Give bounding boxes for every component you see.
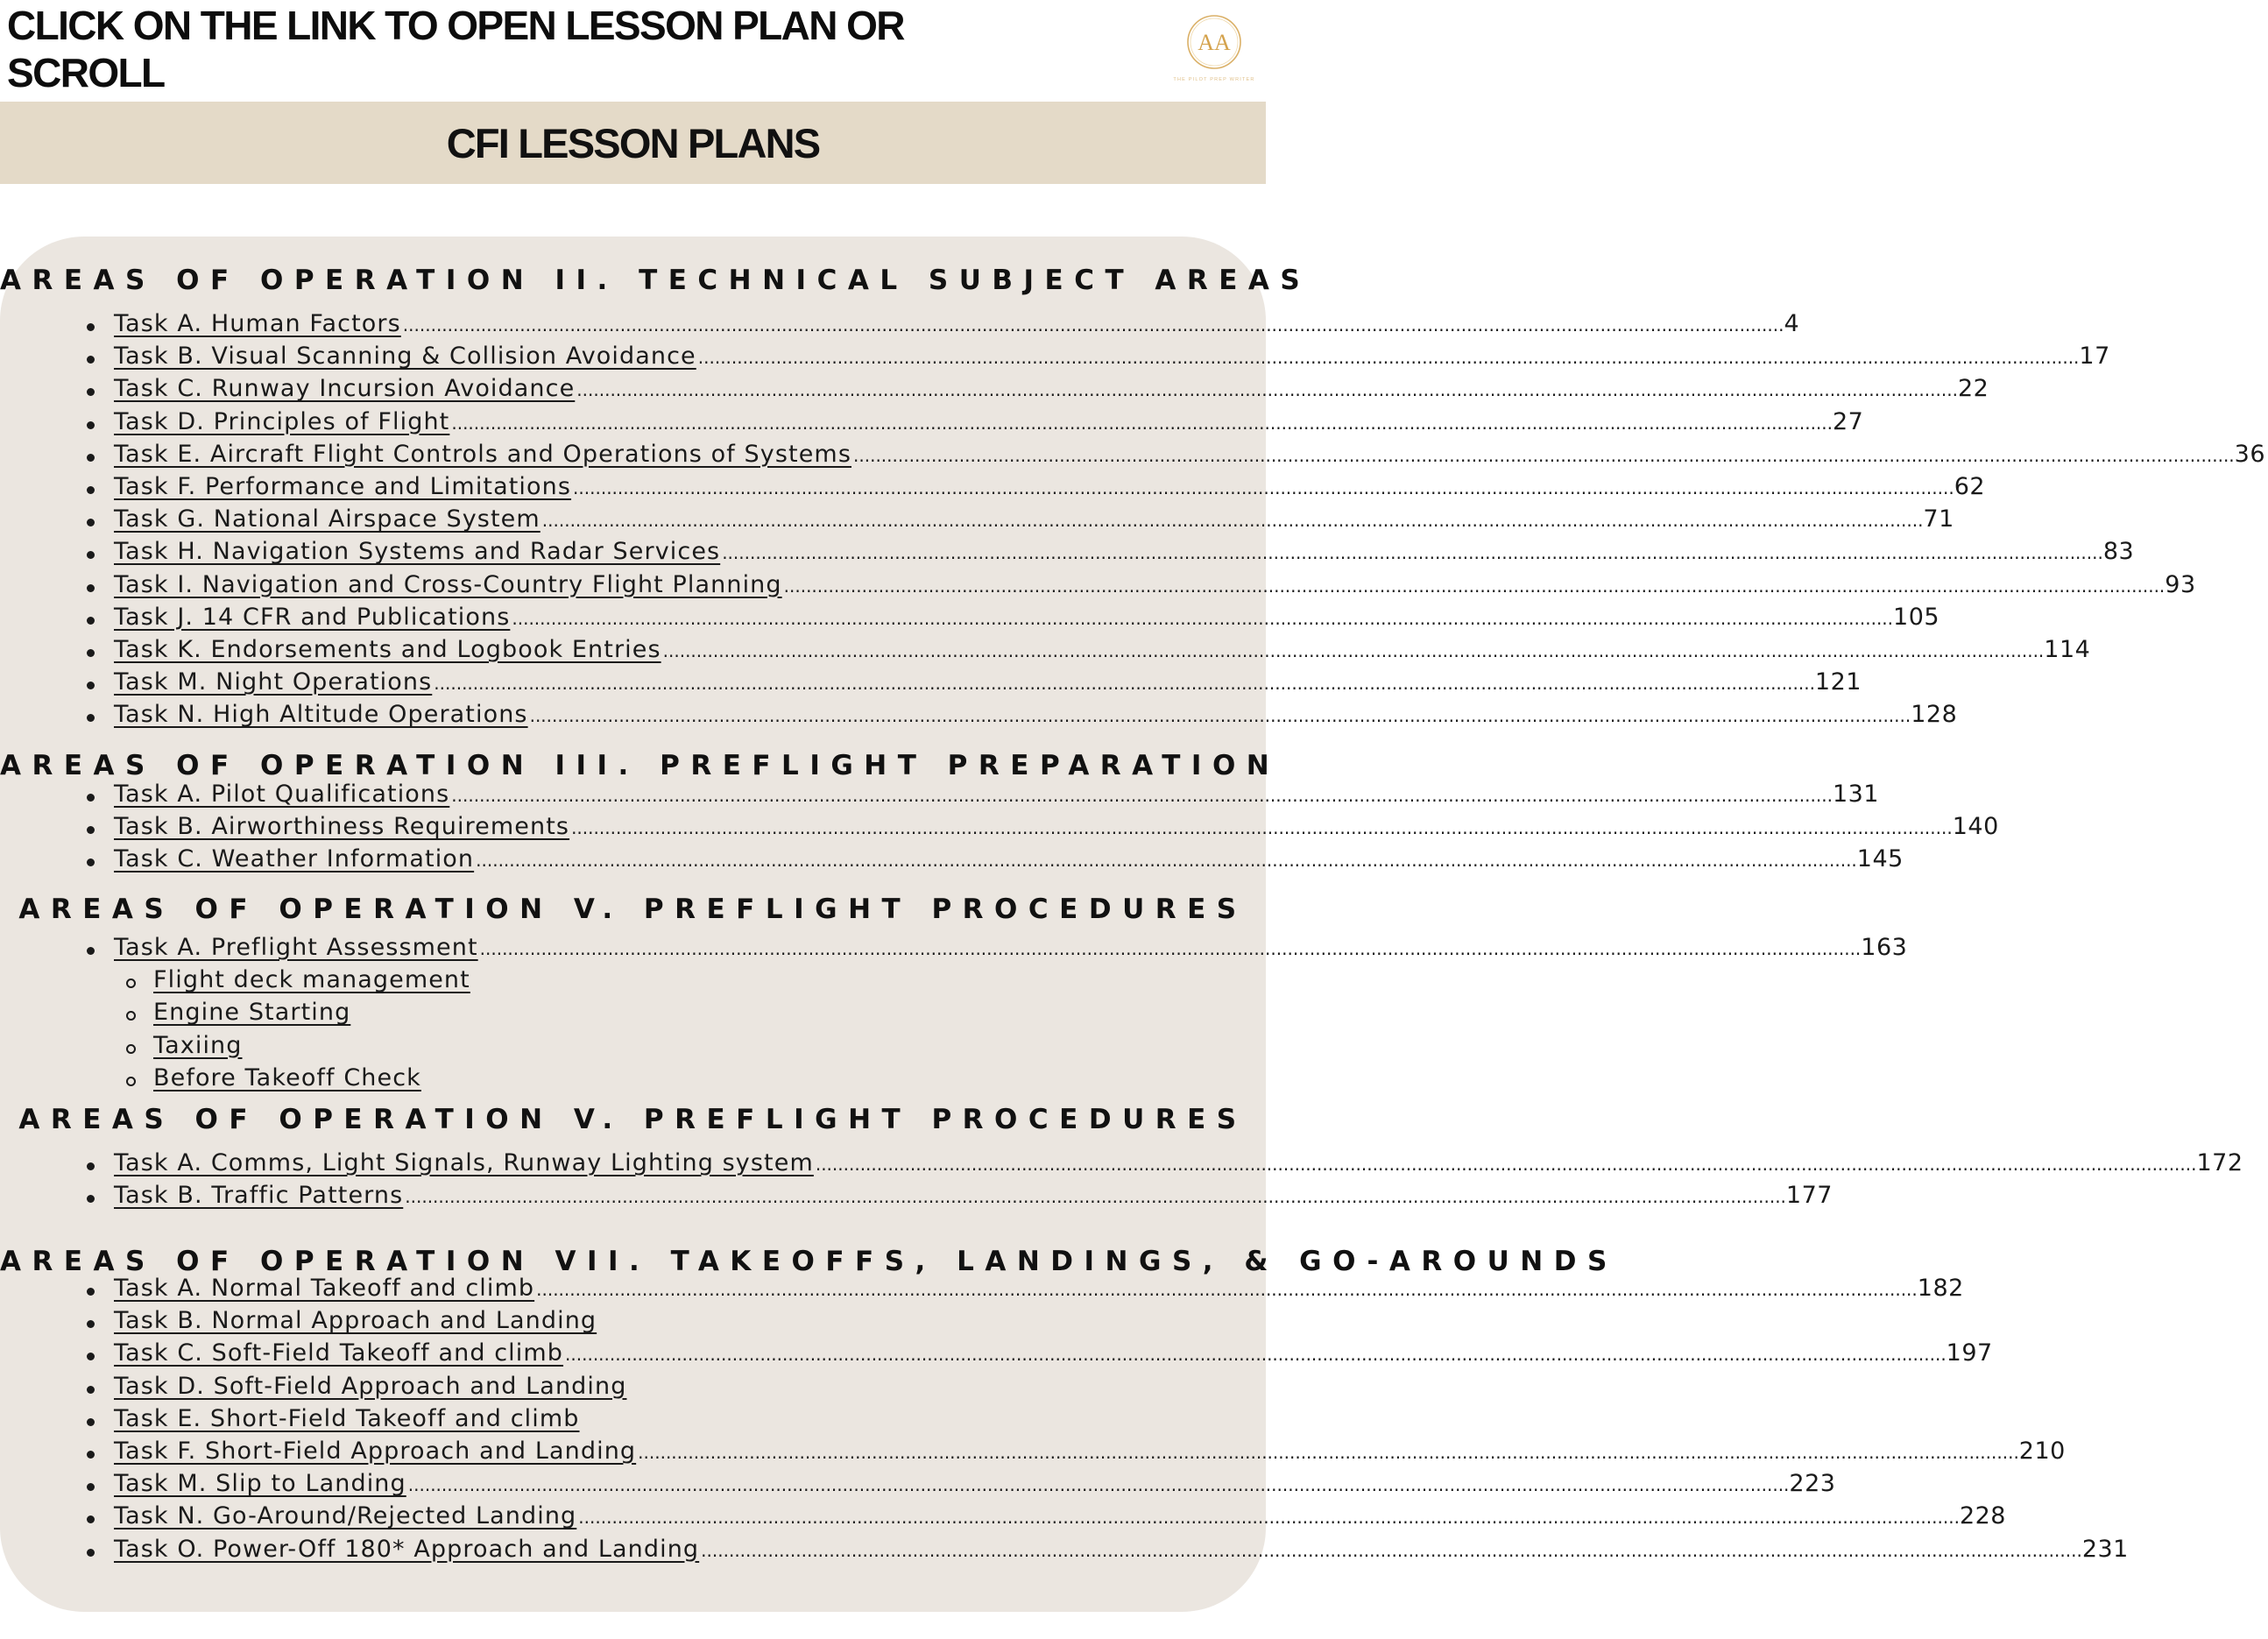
lesson-link[interactable]: Task D. Principles of Flight — [114, 407, 450, 435]
list-item — [0, 668, 1862, 701]
bullet-icon — [87, 1549, 95, 1557]
lesson-link[interactable]: Task B. Traffic Patterns — [114, 1182, 404, 1210]
list-subitem — [0, 1064, 1266, 1097]
bullet-icon — [87, 454, 95, 462]
dot-leader — [405, 1186, 1786, 1207]
list-subitem — [0, 966, 1266, 999]
list-item — [0, 1470, 1836, 1502]
bullet-icon — [87, 388, 95, 396]
circle-bullet-icon — [126, 1011, 136, 1021]
page-number: 27 — [1833, 407, 1864, 435]
bullet-icon — [87, 1195, 95, 1203]
page-number: 145 — [1856, 845, 1904, 873]
dot-leader — [476, 850, 1857, 871]
lesson-link[interactable]: Task C. Runway Incursion Avoidance — [114, 375, 576, 403]
dot-leader — [512, 608, 1893, 629]
lesson-link[interactable]: Task A. Comms, Light Signals, Runway Lighting system — [114, 1149, 814, 1176]
page-number: 36 — [2234, 440, 2266, 468]
section-heading-takeoffs-landings: AREAS OF OPERATION VII. TAKEOFFS, LANDINGS, & GO-AROUNDS — [0, 1246, 1618, 1277]
list-item — [0, 1182, 1833, 1214]
page-number: 93 — [2165, 570, 2196, 598]
bullet-icon — [87, 714, 95, 722]
bullet-icon — [87, 584, 95, 592]
dot-leader — [451, 785, 1833, 806]
circle-bullet-icon — [126, 1077, 136, 1086]
page-number: 128 — [1911, 701, 1958, 729]
lesson-link[interactable]: Task C. Weather Information — [114, 845, 475, 873]
list-item — [0, 440, 2266, 473]
page-number: 177 — [1785, 1182, 1833, 1210]
list-item — [0, 635, 2091, 668]
dot-leader — [784, 576, 2166, 597]
page-number: 22 — [1957, 375, 1989, 403]
lesson-link[interactable]: Task H. Navigation Systems and Radar Services — [114, 538, 721, 566]
logo-monogram: AA — [1198, 30, 1231, 55]
dot-leader — [701, 1540, 2082, 1561]
dot-leader — [408, 1474, 1790, 1495]
page-number: 131 — [1832, 781, 1879, 808]
section-list-preflight-procedures — [0, 934, 1908, 1097]
lesson-link[interactable]: Task A. Human Factors — [114, 310, 401, 337]
bullet-icon — [87, 486, 95, 494]
dot-leader — [403, 314, 1784, 336]
dot-leader — [578, 1507, 1960, 1528]
dot-leader — [542, 510, 1924, 531]
bullet-icon — [87, 617, 95, 625]
bullet-icon — [87, 794, 95, 802]
lesson-link[interactable]: Task N. Go-Around/Rejected Landing — [114, 1502, 577, 1530]
list-item — [0, 407, 1864, 441]
logo-caption: THE PILOT PREP WRITER — [1173, 77, 1255, 82]
banner-title: CFI LESSON PLANS — [446, 119, 820, 166]
lesson-link[interactable]: Task A. Pilot Qualifications — [114, 781, 450, 808]
lesson-link[interactable]: Task B. Airworthiness Requirements — [114, 813, 570, 841]
section-heading-preflight-preparation: AREAS OF OPERATION III. PREFLIGHT PREPARATION — [0, 750, 1281, 781]
bullet-icon — [87, 1320, 95, 1328]
page-number: 140 — [1952, 813, 1999, 841]
section-heading-technical-subject-areas: AREAS OF OPERATION II. TECHNICAL SUBJECT AREAS — [0, 265, 1311, 296]
lesson-link[interactable]: Task O. Power-Off 180* Approach and Landing — [114, 1535, 700, 1563]
lesson-link[interactable]: Task A. Normal Takeoff and climb — [114, 1275, 535, 1302]
dot-leader — [565, 1344, 1947, 1365]
page-number: 4 — [1784, 310, 1800, 337]
bullet-icon — [87, 1353, 95, 1360]
bullet-icon — [87, 323, 95, 331]
lesson-link[interactable]: Task C. Soft-Field Takeoff and climb — [114, 1339, 564, 1367]
page-number: 83 — [2102, 538, 2135, 566]
page-number: 172 — [2196, 1149, 2243, 1176]
section-list-technical-subject-areas — [0, 310, 2266, 733]
list-item — [0, 570, 2196, 604]
dot-leader — [434, 673, 1815, 694]
lesson-link[interactable]: Task E. Aircraft Flight Controls and Operations of Systems — [114, 440, 852, 468]
lesson-link[interactable]: Task I. Navigation and Cross-Country Flight Planning — [114, 570, 782, 598]
section-list-preflight-procedures-2 — [0, 1149, 2243, 1214]
page-number: 223 — [1789, 1470, 1836, 1498]
bullet-icon — [87, 1288, 95, 1296]
bullet-icon — [87, 551, 95, 559]
list-item — [0, 813, 1999, 845]
bullet-icon — [87, 1451, 95, 1459]
list-item — [0, 1149, 2243, 1182]
section-list-preflight-preparation — [0, 781, 1999, 879]
list-item — [0, 310, 1800, 343]
lesson-link[interactable]: Task M. Slip to Landing — [114, 1470, 406, 1498]
bullet-icon — [87, 682, 95, 689]
list-subitem — [0, 999, 1266, 1031]
dot-leader — [576, 379, 1958, 400]
dot-leader — [722, 542, 2103, 563]
list-item — [0, 1307, 1266, 1339]
dot-leader — [480, 938, 1862, 959]
dot-leader — [573, 477, 1954, 498]
page-number: 114 — [2044, 635, 2091, 663]
lesson-link[interactable]: Task E. Short-Field Takeoff and climb — [114, 1404, 580, 1432]
section-heading-preflight-procedures: AREAS OF OPERATION V. PREFLIGHT PROCEDURES — [18, 894, 1247, 925]
lesson-link[interactable]: Task B. Normal Approach and Landing — [114, 1307, 597, 1335]
list-item — [0, 845, 1904, 878]
lesson-link[interactable]: Task A. Preflight Assessment — [114, 934, 478, 961]
page-number: 228 — [1959, 1502, 2006, 1530]
dot-leader — [663, 640, 2045, 661]
page-number: 163 — [1861, 934, 1908, 961]
bullet-icon — [87, 947, 95, 955]
lesson-sublink[interactable]: Taxiing — [153, 1031, 243, 1059]
circle-bullet-icon — [126, 1044, 136, 1054]
bullet-icon — [87, 1418, 95, 1426]
lesson-link[interactable]: Task N. High Altitude Operations — [114, 701, 528, 729]
page-number: 17 — [2079, 343, 2110, 371]
dot-leader — [638, 1442, 2019, 1463]
page-number: 121 — [1814, 668, 1862, 696]
section-heading-preflight-procedures-2: AREAS OF OPERATION V. PREFLIGHT PROCEDURES — [18, 1104, 1247, 1135]
list-item — [0, 781, 1879, 813]
dot-leader — [853, 445, 2235, 466]
list-item — [0, 1373, 1266, 1405]
dot-leader — [698, 347, 2080, 368]
list-item — [0, 1502, 2006, 1535]
bullet-icon — [87, 1386, 95, 1394]
bullet-icon — [87, 1515, 95, 1523]
title-banner — [0, 102, 1266, 184]
list-item — [0, 343, 2110, 375]
lesson-link[interactable]: Task D. Soft-Field Approach and Landing — [114, 1372, 627, 1400]
list-item — [0, 934, 1908, 966]
list-item — [0, 505, 1954, 538]
list-item — [0, 375, 1989, 407]
page-number: 105 — [1893, 603, 1940, 631]
lesson-link[interactable]: Task G. National Airspace System — [114, 505, 541, 533]
dot-leader — [536, 1279, 1918, 1300]
list-item — [0, 1437, 2066, 1470]
bullet-icon — [87, 1162, 95, 1170]
circle-bullet-icon — [126, 978, 136, 988]
list-item — [0, 1339, 1993, 1372]
bullet-icon — [87, 649, 95, 657]
lesson-sublink[interactable]: Engine Starting — [153, 999, 351, 1027]
bullet-icon — [87, 421, 95, 429]
dot-leader — [530, 705, 1911, 726]
lesson-sublink[interactable]: Flight deck management — [153, 966, 470, 994]
bullet-icon — [87, 519, 95, 526]
page-number: 197 — [1946, 1339, 1993, 1367]
bullet-icon — [87, 356, 95, 364]
brand-logo — [1174, 5, 1254, 86]
dot-leader — [451, 413, 1833, 434]
lesson-sublink[interactable]: Before Takeoff Check — [153, 1063, 421, 1091]
list-item — [0, 1275, 1964, 1307]
page-number: 182 — [1917, 1275, 1964, 1302]
page-number: 210 — [2018, 1437, 2066, 1465]
page-number: 71 — [1923, 505, 1954, 533]
lesson-link[interactable]: Task F. Short-Field Approach and Landing — [114, 1437, 637, 1465]
list-item — [0, 1405, 1266, 1438]
page-number: 231 — [2081, 1535, 2129, 1563]
list-item — [0, 603, 1940, 636]
lesson-link[interactable]: Task B. Visual Scanning & Collision Avoidance — [114, 343, 696, 371]
page-instruction-line-1: CLICK ON THE LINK TO OPEN LESSON PLAN OR SCROLL — [7, 3, 904, 95]
bullet-icon — [87, 858, 95, 866]
list-item — [0, 538, 2135, 570]
lesson-link[interactable]: Task F. Performance and Limitations — [114, 472, 572, 500]
list-subitem — [0, 1032, 1266, 1064]
section-list-takeoffs-landings — [0, 1275, 2129, 1568]
lesson-link[interactable]: Task K. Endorsements and Logbook Entries — [114, 635, 661, 663]
list-item — [0, 1535, 2129, 1568]
dot-leader — [816, 1154, 2197, 1175]
lesson-link[interactable]: Task J. 14 CFR and Publications — [114, 603, 511, 631]
brand-logo-mark — [1174, 5, 1254, 86]
bullet-icon — [87, 1483, 95, 1491]
list-item — [0, 701, 1958, 733]
list-item — [0, 472, 1986, 505]
lesson-link[interactable]: Task M. Night Operations — [114, 668, 433, 696]
page-number: 62 — [1954, 472, 1986, 500]
bullet-icon — [87, 826, 95, 834]
dot-leader — [571, 817, 1953, 838]
